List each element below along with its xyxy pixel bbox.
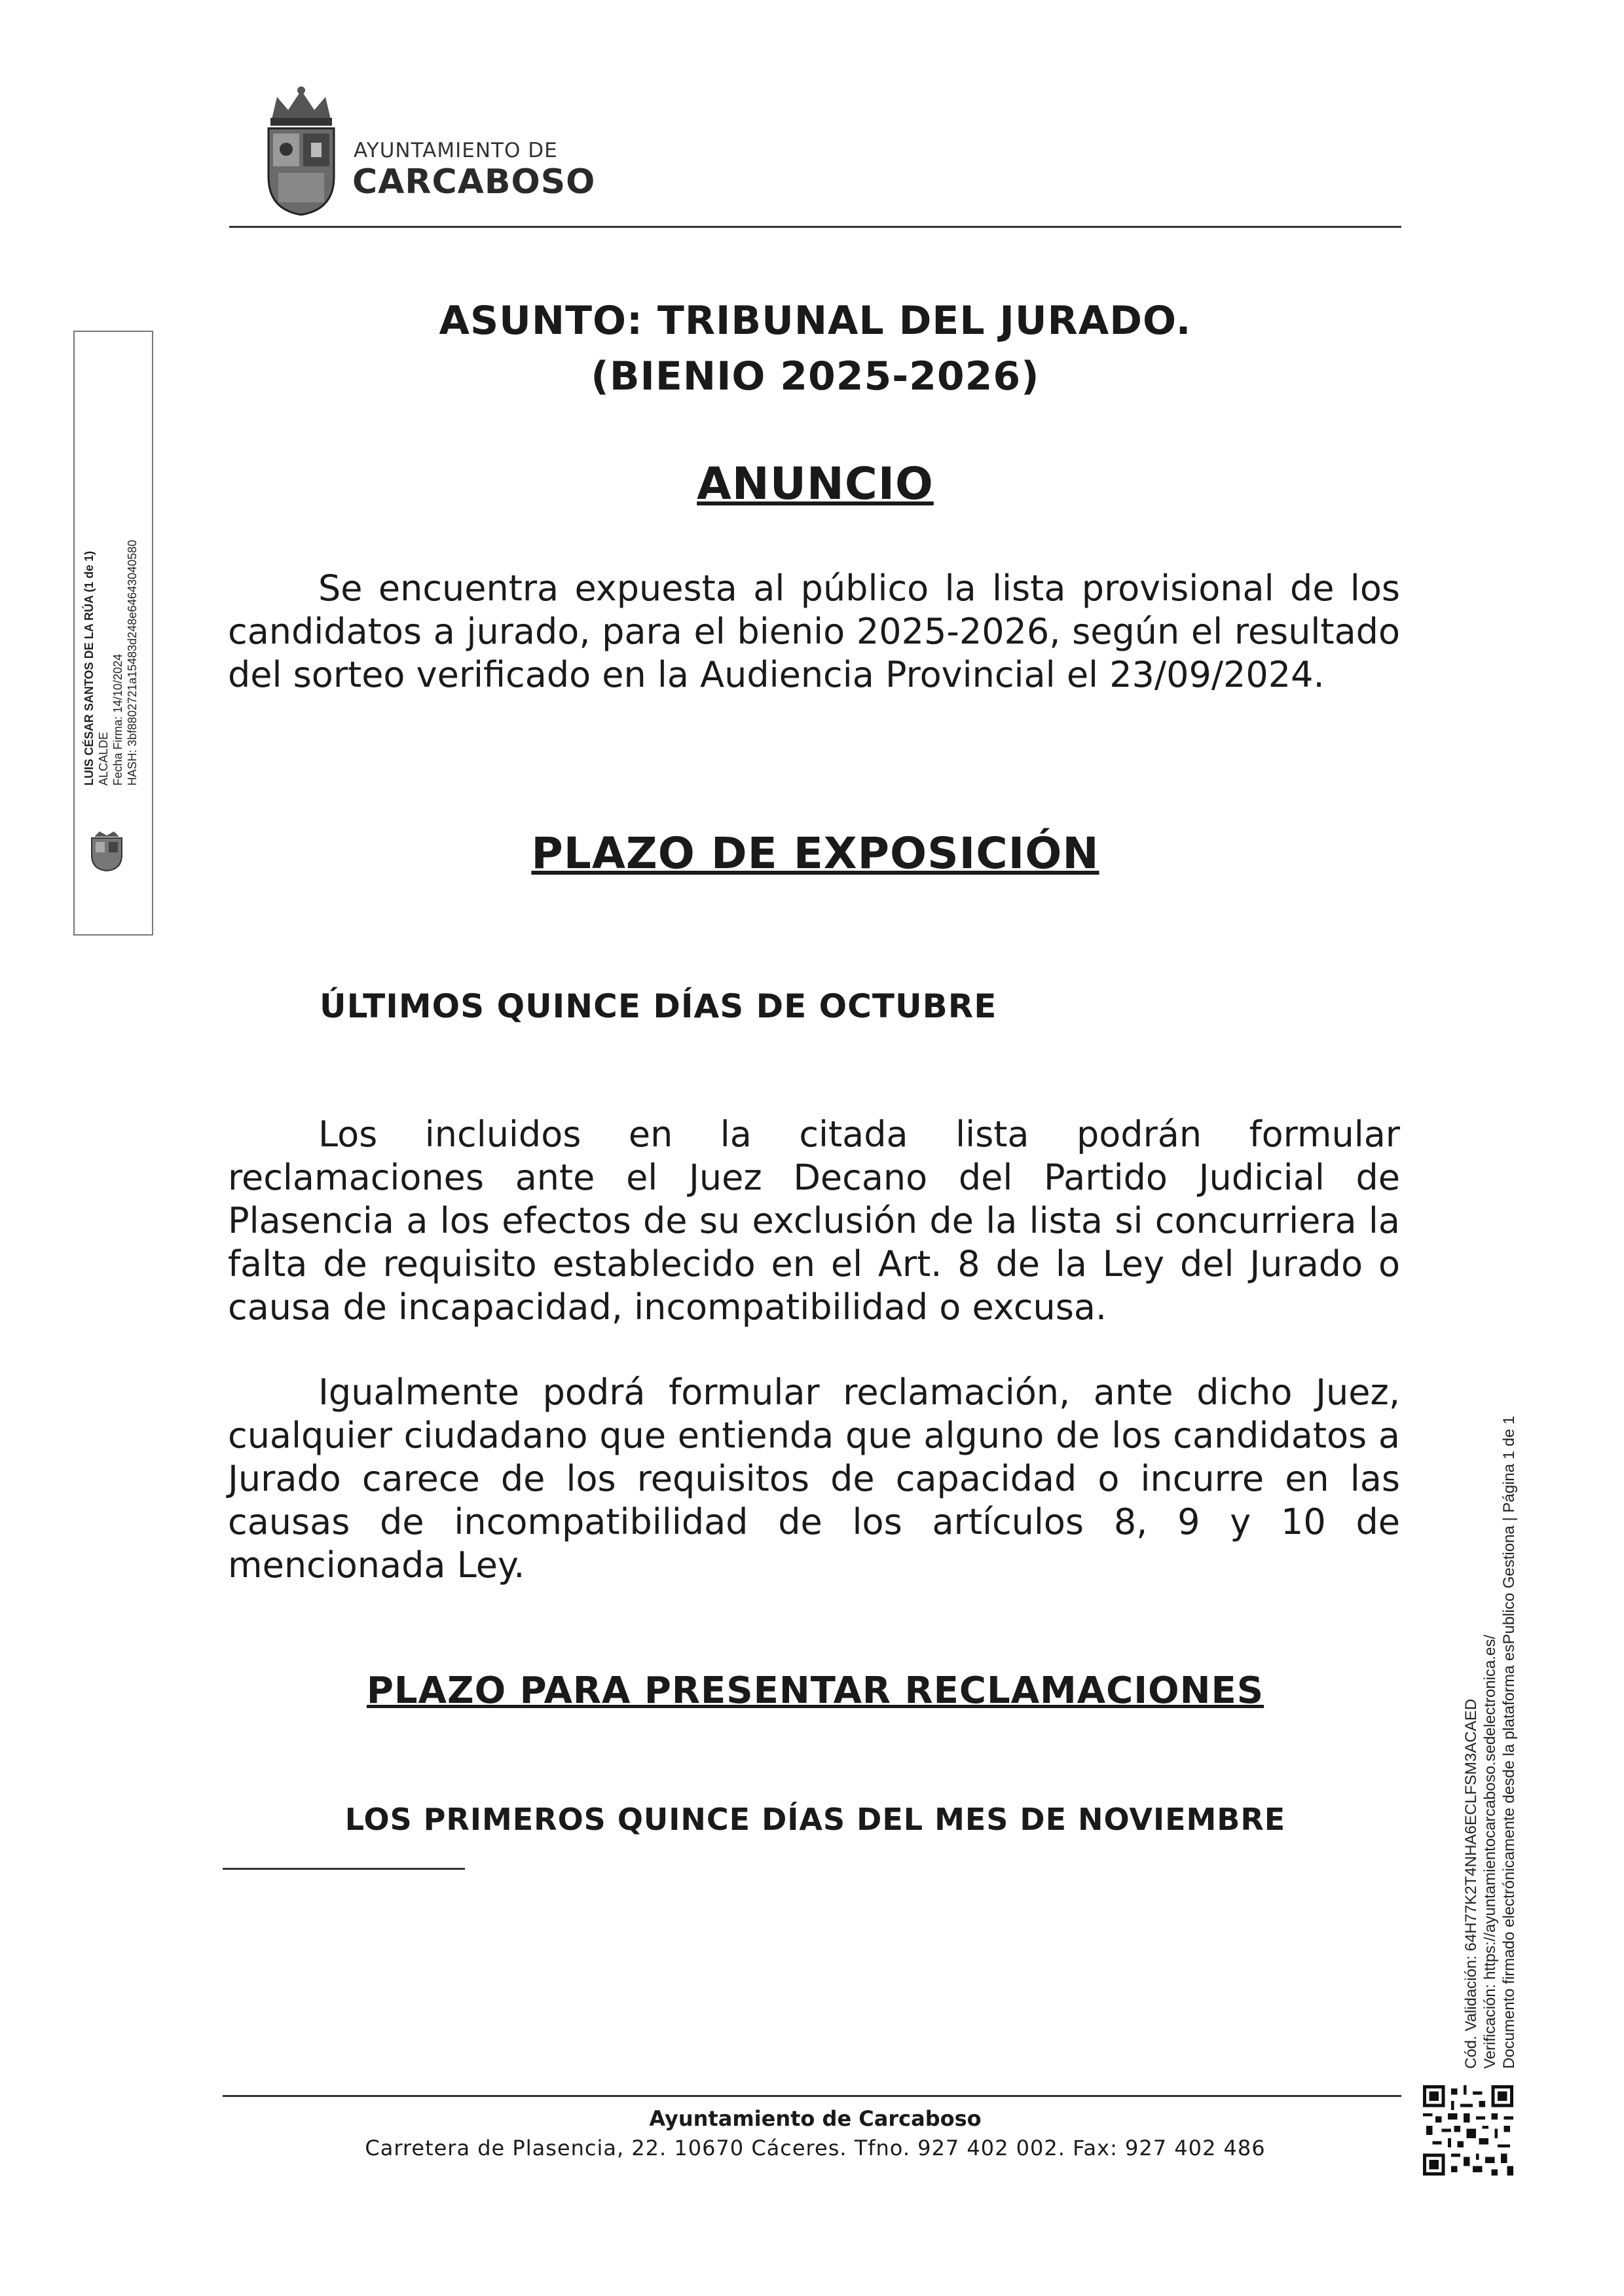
- validation-code: Cód. Validación: 64H77K2T4NHA6ECLFSM3ACAED: [1462, 1698, 1480, 2069]
- claims-included-paragraph: Los incluidos en la citada lista podrán formular reclamaciones ante el Juez Decano del Partido Judicial de Plasencia a los efectos de su exclusión de la lista si concurriera la falta de requisito establecido en el Art. 8 de la Ley del Jurado o causa de incapacidad, incompatibilidad o excusa.: [228, 1114, 1400, 1328]
- claims-citizen-paragraph: Igualmente podrá formular reclamación, ante dicho Juez, cualquier ciudadano que entienda que alguno de los candidatos a Jurado carece de los requisitos de capacidad o incurre en las causas de incompatibilidad de los artículos 8, 9 y 10 de mencionada Ley.: [228, 1372, 1400, 1586]
- signature-hash: HASH: 3bf8802721a15483d248e6464304058​0: [126, 539, 139, 786]
- validation-url: Verificación: https://ayuntamientocarcaboso.sedelectronica.es/: [1481, 1634, 1499, 2069]
- signature-line: [223, 1868, 465, 1870]
- exposure-period-title: PLAZO DE EXPOSICIÓN: [531, 828, 1099, 879]
- signature-text: [82, 498, 139, 786]
- claims-period-title: PLAZO PARA PRESENTAR RECLAMACIONES: [366, 1669, 1264, 1712]
- validation-document: Documento firmado electrónicamente desde la plataforma esPublico Gestiona | Página 1 de 1: [1500, 1415, 1518, 2069]
- org-name: CARCABOSO: [352, 162, 596, 202]
- signature-date: Fecha Firma: 14/10/2024: [111, 653, 124, 786]
- municipal-crest-icon: [259, 85, 344, 216]
- subject-subtitle: (BIENIO 2025-2026): [591, 354, 1040, 399]
- signer-role: ALCALDE: [97, 731, 110, 786]
- validation-text: [1462, 1388, 1519, 2069]
- seal-icon: [86, 831, 127, 872]
- org-prefix: AYUNTAMIENTO DE: [354, 139, 558, 162]
- qr-code-icon: [1423, 2085, 1513, 2176]
- exposure-period-value: ÚLTIMOS QUINCE DÍAS DE OCTUBRE: [320, 987, 997, 1025]
- claims-period-value: LOS PRIMEROS QUINCE DÍAS DEL MES DE NOVIEMBRE: [344, 1802, 1286, 1837]
- intro-paragraph: Se encuentra expuesta al público la lista provisional de los candidatos a jurado, para el bienio 2025-2026, según el resultado del sorteo verificado en la Audiencia Provincial el 23/09/2024.: [228, 568, 1400, 695]
- header-divider: [229, 226, 1401, 228]
- signer-name: LUIS CÉSAR SANTOS DE LA RÚA (1 de 1): [83, 551, 96, 786]
- footer-address: Carretera de Plasencia, 22. 10670 Cáceres. Tfno. 927 402 002. Fax: 927 402 486: [365, 2136, 1266, 2160]
- footer-divider: [223, 2095, 1401, 2097]
- footer-org: Ayuntamiento de Carcaboso: [649, 2106, 982, 2131]
- announcement-title: ANUNCIO: [697, 458, 934, 510]
- subject-title: ASUNTO: TRIBUNAL DEL JURADO.: [439, 298, 1192, 344]
